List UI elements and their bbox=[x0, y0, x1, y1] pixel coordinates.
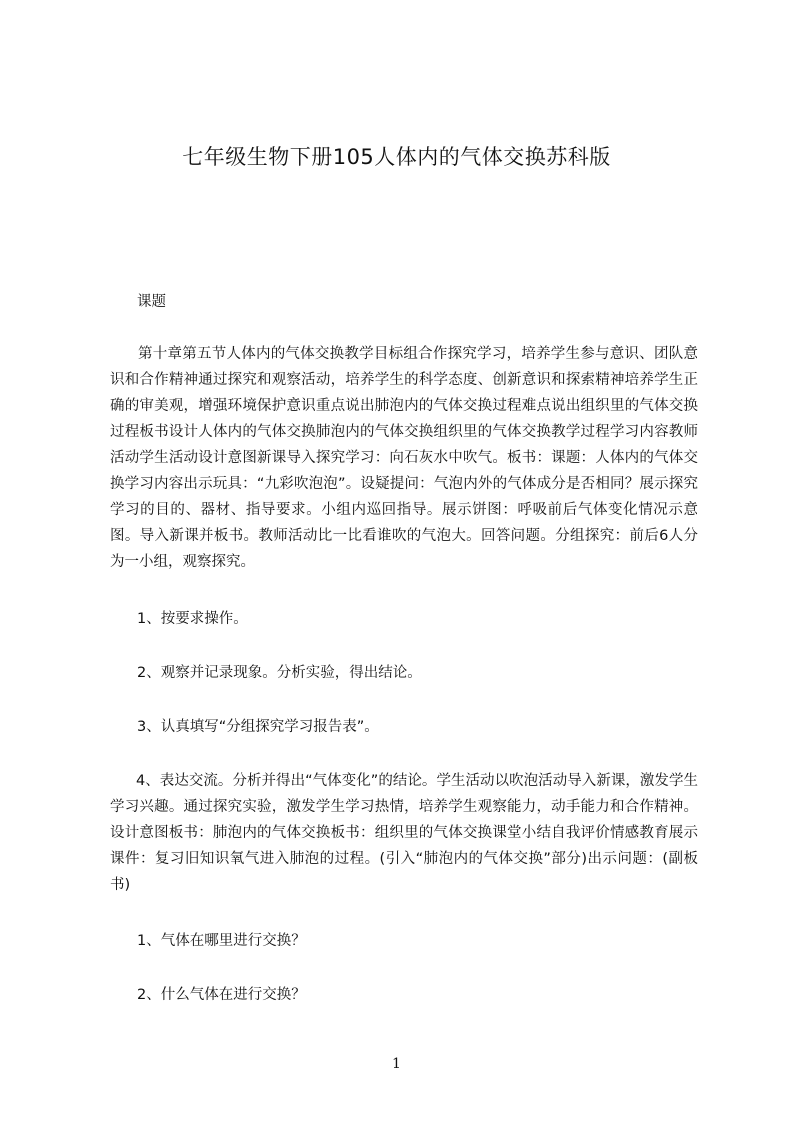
page-number: 1 bbox=[392, 1056, 401, 1072]
body-paragraph-1: 第十章第五节人体内的气体交换教学目标组合作探究学习，培养学生参与意识、团队意识和合作精神通过探究和观察活动，培养学生的科学态度、创新意识和探索精神培养学生正确的审美观，增强环境保护意识重点说出肺泡内的气体交换过程难点说出组织里的气体交换过程板书设计人体内的气体交换肺泡内的气体交换组织里的气体交换教学过程学习内容教师活动学生活动设计意图新课导入探究学习：向石灰水中吹气。板书：课题：人体内的气体交换学习内容出示玩具：“九彩吹泡泡”。设疑提问：气泡内外的气体成分是否相同？展示探究学习的目的、器材、指导要求。小组内巡回指导。展示饼图：呼吸前后气体变化情况示意图。导入新课并板书。教师活动比一比看谁吹的气泡大。回答问题。分组探究：前后6人分为一小组，观察探究。 bbox=[110, 346, 698, 570]
step-2-text: 2、观察并记录现象。分析实验，得出结论。 bbox=[137, 665, 422, 681]
step-3-text: 3、认真填写“分组探究学习报告表”。 bbox=[137, 719, 379, 735]
question-2-text: 2、什么气体在进行交换？ bbox=[137, 987, 306, 1003]
body-paragraph-2: 4、表达交流。分析并得出“气体变化”的结论。学生活动以吹泡活动导入新课，激发学生学习兴趣。通过探究实验，激发学生学习热情，培养学生观察能力，动手能力和合作精神。设计意图板书：肺泡内的气体交换板书：组织里的气体交换课堂小结自我评价情感教育展示课件：复习旧知识氧气进入肺泡的过程。(引入“肺泡内的气体交换”部分)出示问题：(副板书) bbox=[110, 773, 698, 893]
question-1-text: 1、气体在哪里进行交换？ bbox=[137, 933, 306, 949]
step-1-text: 1、按要求操作。 bbox=[137, 611, 248, 627]
section-heading-label: 课题 bbox=[137, 294, 166, 310]
document-title: 七年级生物下册105人体内的气体交换苏科版 bbox=[182, 145, 611, 169]
